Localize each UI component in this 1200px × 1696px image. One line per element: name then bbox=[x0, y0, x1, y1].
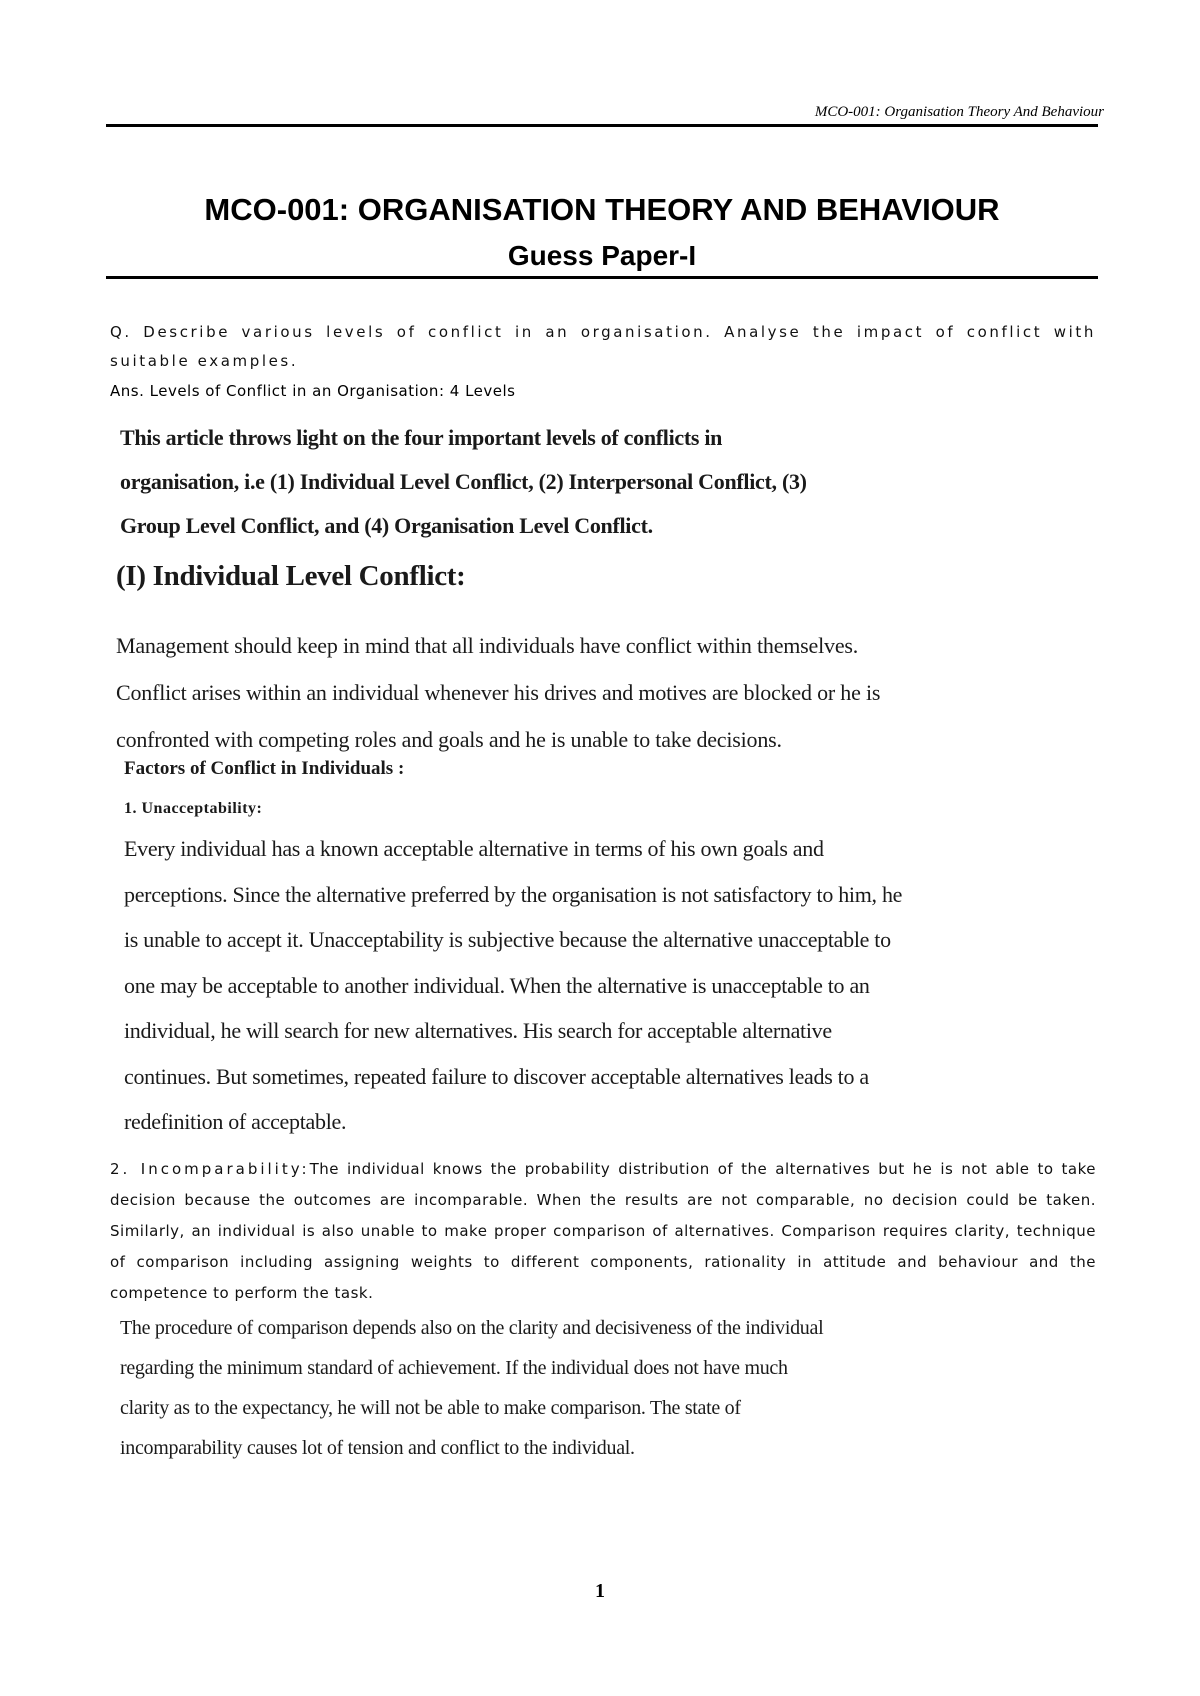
intro-paragraph bbox=[120, 416, 1000, 548]
paragraph-line: The procedure of comparison depends also on the clarity and decisiveness of the individual bbox=[120, 1317, 824, 1339]
intro-line: organisation, i.e (1) Individual Level Conflict, (2) Interpersonal Conflict, (3) bbox=[120, 469, 807, 494]
paragraph-line: individual, he will search for new alternatives. His search for acceptable alternative bbox=[124, 1018, 832, 1043]
document-subtitle: Guess Paper-I bbox=[507, 240, 697, 271]
paragraph-line: incomparability causes lot of tension and conflict to the individual. bbox=[120, 1437, 635, 1459]
factor-2-continuation bbox=[120, 1308, 980, 1468]
factor-2-text: The individual knows the probability distribution of the alternatives but he is not able to take decision because the outcomes are incomparable. When the results are not comparable, no decision could be taken. Similarly, an individual is also unable to make proper comparison of alternatives. Comparison requires clarity, technique of comparison including assigning weights to different components, rationality in attitude and behaviour and the competence to perform the task. bbox=[110, 1160, 1096, 1302]
paragraph-line: redefinition of acceptable. bbox=[124, 1109, 347, 1134]
paragraph-line: continues. But sometimes, repeated failure to discover acceptable alternatives leads to a bbox=[124, 1063, 869, 1089]
paragraph-line: confronted with competing roles and goals and he is unable to take decisions. bbox=[116, 727, 782, 752]
header-rule bbox=[106, 124, 1098, 127]
answer-intro: Ans. Levels of Conflict in an Organisation: 4 Levels bbox=[110, 382, 516, 400]
paragraph-line: Conflict arises within an individual whenever his drives and motives are blocked or he is bbox=[116, 680, 881, 705]
running-header: MCO-001: Organisation Theory And Behaviour bbox=[814, 104, 1104, 120]
factor-1-paragraph bbox=[124, 826, 1024, 1145]
paragraph-line: one may be acceptable to another individual. When the alternative is unacceptable to an bbox=[124, 972, 870, 998]
paragraph-line: regarding the minimum standard of achievement. If the individual does not have much bbox=[120, 1357, 788, 1379]
paragraph-line: perceptions. Since the alternative preferred by the organisation is not satisfactory to him, he bbox=[124, 881, 903, 907]
section-heading: (I) Individual Level Conflict: bbox=[116, 560, 466, 592]
intro-line: This article throws light on the four important levels of conflicts in bbox=[120, 425, 723, 450]
document-title: MCO-001: ORGANISATION THEORY AND BEHAVIOUR bbox=[204, 192, 1000, 227]
factor-2-heading: 2. Incomparability: bbox=[110, 1160, 310, 1178]
intro-line: Group Level Conflict, and (4) Organisation Level Conflict. bbox=[120, 513, 653, 538]
factor-1-heading: 1. Unacceptability: bbox=[124, 800, 263, 817]
factor-2-paragraph bbox=[110, 1154, 1096, 1309]
question-text: Q. Describe various levels of conflict in an organisation. Analyse the impact of conflict with suitable examples. bbox=[110, 323, 1096, 370]
factors-heading: Factors of Conflict in Individuals : bbox=[124, 758, 405, 779]
title-rule bbox=[106, 276, 1098, 279]
paragraph-line: is unable to accept it. Unacceptability is subjective because the alternative unacceptable to bbox=[124, 927, 891, 952]
section-paragraph bbox=[116, 622, 996, 763]
paragraph-line: Every individual has a known acceptable alternative in terms of his own goals and bbox=[124, 836, 824, 861]
paragraph-line: Management should keep in mind that all individuals have conflict within themselves. bbox=[116, 633, 859, 658]
page-number: 1 bbox=[595, 1580, 605, 1602]
paragraph-line: clarity as to the expectancy, he will not be able to make comparison. The state of bbox=[120, 1397, 741, 1419]
